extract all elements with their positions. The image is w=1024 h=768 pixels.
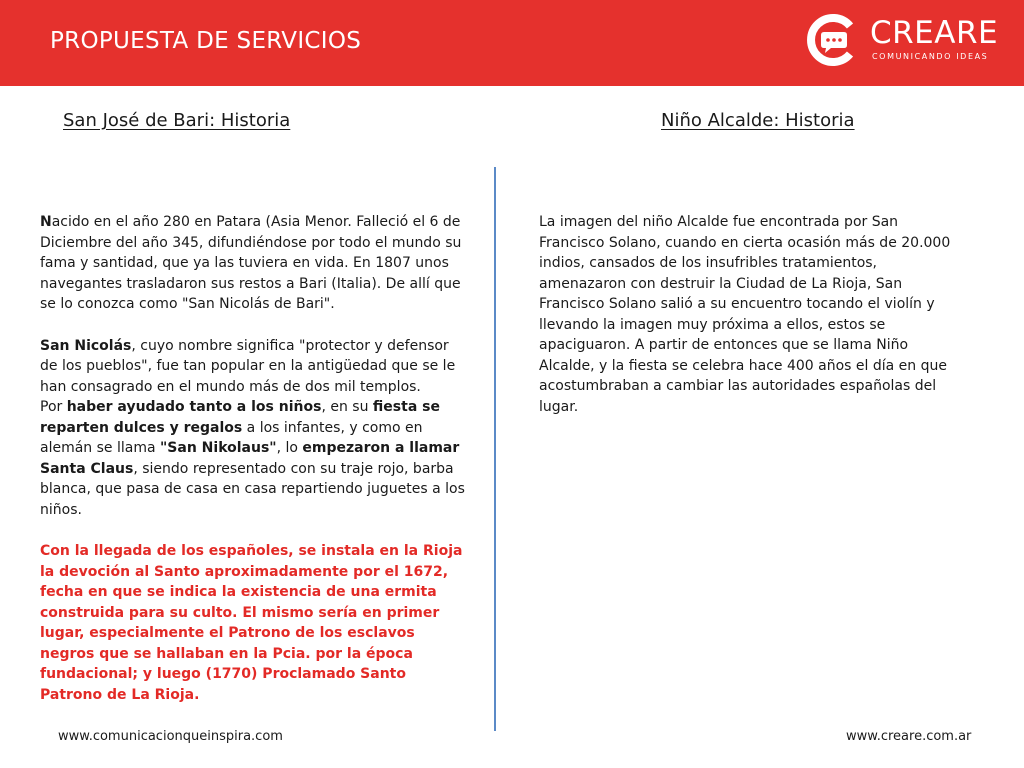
left-column-heading: San José de Bari: Historia bbox=[63, 110, 291, 131]
header-bar bbox=[0, 0, 1024, 86]
footer-website-right[interactable]: www.creare.com.ar bbox=[846, 729, 972, 744]
highlighted-paragraph: Con la llegada de los españoles, se instala en la Rioja la devoción al Santo aproximadamente por el 1672, fecha en que se indica la existencia de una ermita construida para su culto. El mismo sería en primer lugar, especialmente el Patrono de los esclavos negros que se hallaban en la Pcia. por la época fundacional; y luego (1770) Proclamado Santo Patrono de La Rioja. bbox=[40, 543, 463, 703]
left-column-body bbox=[40, 212, 466, 520]
column-divider bbox=[494, 167, 496, 731]
left-paragraph-2: San Nicolás, cuyo nombre significa "protector y defensor de los pueblos", fue tan popular en la antigüedad que se le han consagrado en el mundo más de dos mil templos. Por haber ayudado tanto a los niños, en su fiesta se reparten dulces y regalos a los infantes, y como en alemán se llama "San Nikolaus", lo empezaron a llamar Santa Claus, siendo representado con su traje rojo, barba blanca, que pasa de casa en casa repartiendo juguetes a los niños. bbox=[40, 337, 465, 518]
right-column-heading: Niño Alcalde: Historia bbox=[661, 110, 855, 131]
right-column-body bbox=[539, 212, 959, 417]
page-title: PROPUESTA DE SERVICIOS bbox=[50, 28, 362, 54]
footer-website-left[interactable]: www.comunicacionqueinspira.com bbox=[58, 729, 283, 744]
creare-logo bbox=[804, 10, 1004, 72]
logo-name: CREARE bbox=[870, 15, 999, 51]
right-paragraph: La imagen del niño Alcalde fue encontrada por San Francisco Solano, cuando en cierta ocasión más de 20.000 indios, cansados de los insufribles tratamientos, amenazaron con destruir la Ciudad de La Rioja, San Francisco Solano salió a su encuentro tocando el violín y llevando la imagen muy próxima a ellos, estos se apaciguaron. A partir de entonces que se llama Niño Alcalde, y la fiesta se celebra hace 400 años el día en que acostumbraban a cambiar las autoridades españolas del lugar. bbox=[539, 214, 951, 415]
speech-bubble-c-icon bbox=[804, 10, 864, 70]
left-paragraph-1: Nacido en el año 280 en Patara (Asia Menor. Falleció el 6 de Diciembre del año 345, difundiéndose por todo el mundo su fama y santidad, que ya las tuviera en vida. En 1807 unos navegantes trasladaron sus restos a Bari (Italia). De allí que se lo conozca como "San Nicolás de Bari". bbox=[40, 214, 462, 312]
logo-tagline: COMUNICANDO IDEAS bbox=[872, 52, 989, 61]
drop-letter: N bbox=[40, 214, 52, 230]
